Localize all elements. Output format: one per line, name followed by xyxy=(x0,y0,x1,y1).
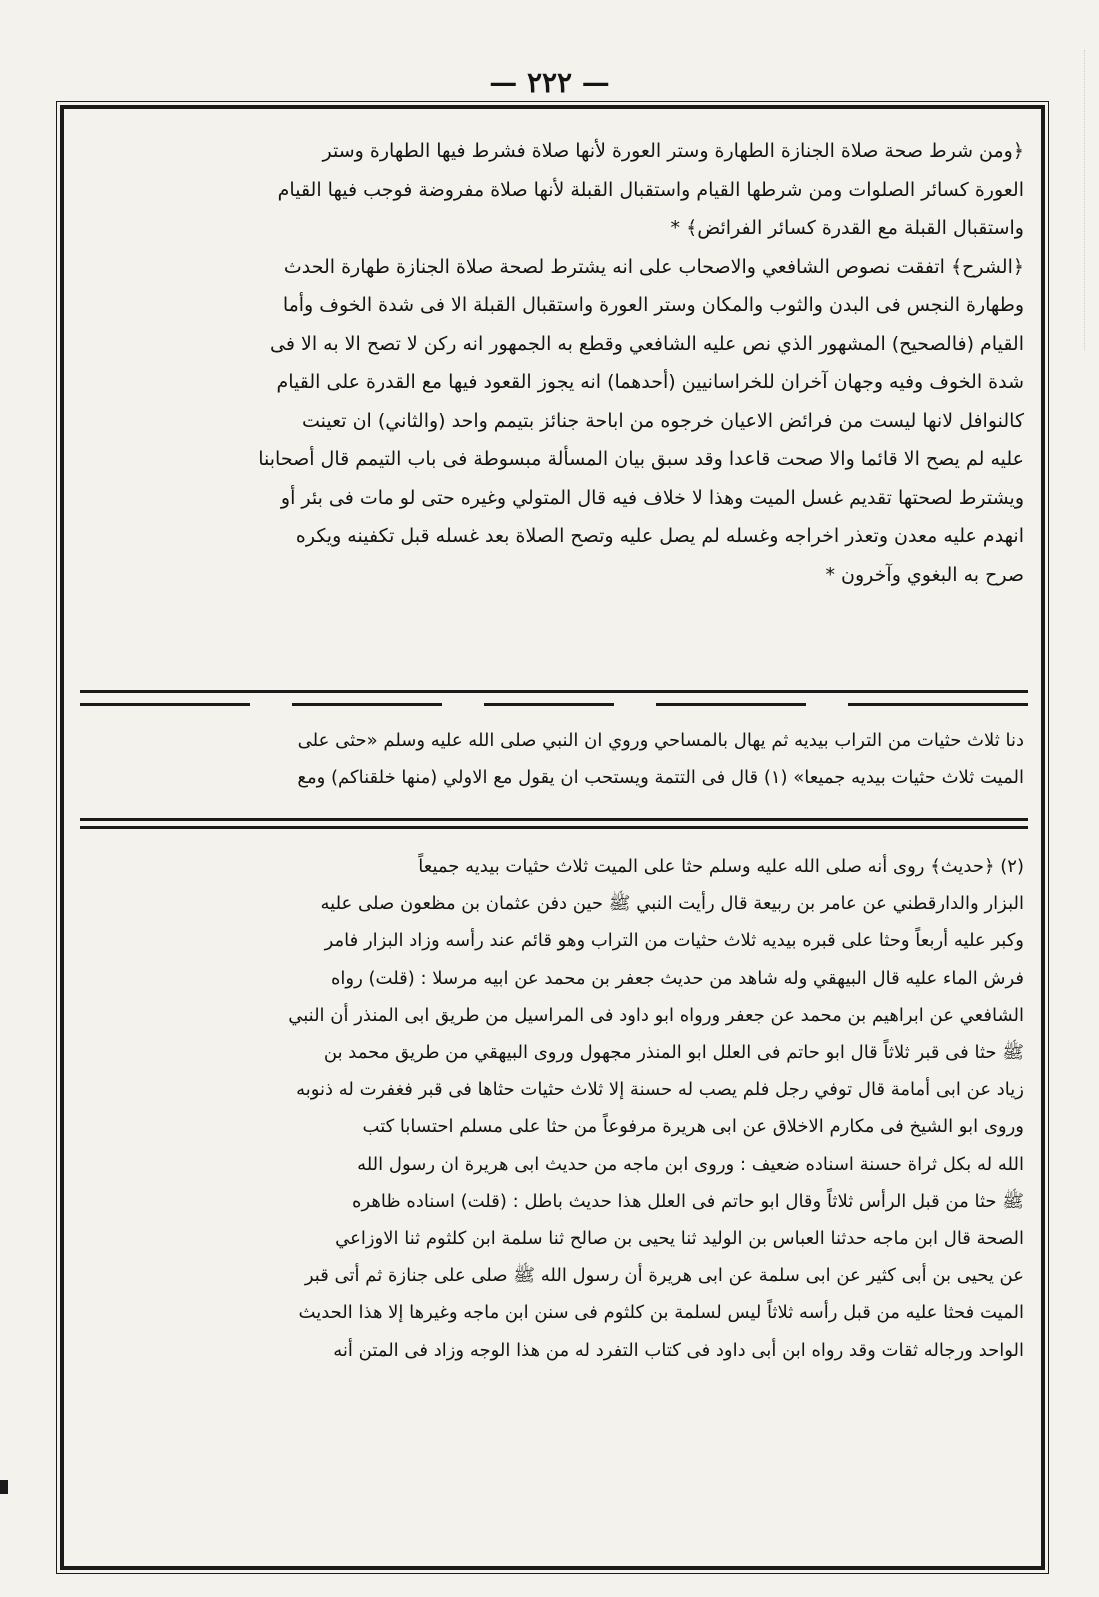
main-line: كالنوافل لانها ليست من فرائض الاعيان خرجوه من اباحة جنائز بتيمم واحد (والثاني) ان تعينت xyxy=(301,409,1024,432)
main-line: انهدم عليه معدن وتعذر اخراجه وغسله لم يصل عليه وتصح الصلاة بعد غسله قبل تكفينه ويكره xyxy=(295,525,1024,547)
main-line: العورة كسائر الصلوات ومن شرطها القيام واستقبال القبلة لأنها صلاة مفروضة فوجب فيها القيام xyxy=(277,178,1024,201)
commentary-continuation xyxy=(84,722,1024,796)
page-number: — ٢٢٢ — xyxy=(489,66,610,99)
main-line: صرح به البغوي وآخرون * xyxy=(825,563,1024,586)
hadith-footnote xyxy=(84,848,1024,1369)
footnote-line: الله له بكل ثراة حسنة اسناده ضعيف : وروى ابن ماجه من حديث ابى هريرة ان رسول الله xyxy=(357,1153,1024,1175)
commentary-line: دنا ثلاث حثيات من التراب بيديه ثم يهال بالمساحي وروي ان النبي صلى الله عليه وسلم «حثى على xyxy=(297,730,1024,751)
footnote-line: وروى ابو الشيخ فى مكارم الاخلاق عن ابى هريرة مرفوعاً من حثا على مسلم احتسابا كتب xyxy=(362,1116,1024,1138)
footnote-line: (٢) ﴿حديث﴾ روى أنه صلى الله عليه وسلم حثا على الميت ثلاث حثيات بيديه جميعاً xyxy=(418,856,1024,877)
footnote-line: عن يحيى بن أبى كثير عن ابى سلمة عن ابى هريرة أن رسول الله ﷺ صلى على جنازة ثم أتى قبر xyxy=(304,1265,1024,1287)
section-divider xyxy=(80,818,1028,821)
section-divider-dashed xyxy=(80,703,1028,706)
footnote-line: فرش الماء عليه قال البيهقي وله شاهد من حديث جعفر بن محمد عن ابيه مرسلا : (قلت) رواه xyxy=(330,967,1024,989)
margin-tick xyxy=(0,1480,8,1494)
footnote-line: زياد عن ابى أمامة قال توفي رجل فلم يصب له حسنة إلا ثلاث حثيات حثاها فى قبر فغفرت له ذنوبه xyxy=(296,1079,1024,1101)
section-divider xyxy=(80,826,1028,829)
main-line: شدة الخوف وفيه وجهان آخران للخراسانيين (أحدهما) انه يجوز القعود فيها مع القدرة على القيام xyxy=(276,371,1024,393)
main-line: وطهارة النجس فى البدن والثوب والمكان وستر العورة واستقبال القبلة الا فى شدة الخوف وأما xyxy=(282,294,1024,316)
main-line: واستقبال القبلة مع القدرة كسائر الفرائض﴾ * xyxy=(670,217,1024,239)
margin-mark xyxy=(1044,50,1085,350)
main-line: عليه لم يصح الا قائما والا صحت قاعدا وقد سبق بيان المسألة مبسوطة فى باب التيمم قال أصحابنا xyxy=(258,448,1024,470)
main-line: القيام (فالصحيح) المشهور الذي نص عليه الشافعي وقطع به الجمهور انه ركن لا تصح الا به الا فى xyxy=(270,332,1024,355)
section-divider xyxy=(80,690,1028,693)
footnote-line: الشافعي عن ابراهيم بن محمد عن جعفر ورواه ابو داود فى المراسيل من طريق ابى المنذر أن النبي xyxy=(288,1004,1024,1026)
main-line: ويشترط لصحتها تقديم غسل الميت وهذا لا خلاف فيه قال المتولي وغيره حتى لو مات فى بئر أو xyxy=(280,486,1024,509)
footnote-line: الميت فحثا عليه من قبل رأسه ثلاثاً ليس لسلمة بن كلثوم فى سنن ابن ماجه وغيرها إلا هذا الحديث xyxy=(298,1302,1024,1324)
footnote-line: وكبر عليه أربعاً وحثا على قبره بيديه ثلاث حثيات من التراب وهو قائم عند رأسه وزاد البزار فامر xyxy=(324,930,1024,952)
main-text xyxy=(84,132,1024,594)
footnote-line: البزار والدارقطني عن عامر بن ربيعة قال رأيت النبي ﷺ حين دفن عثمان بن مظعون صلى عليه xyxy=(320,893,1024,915)
footnote-line: الواحد ورجاله ثقات وقد رواه ابن أبى داود فى كتاب التفرد له من هذا الوجه وزاد فى المتن أنه xyxy=(333,1339,1024,1361)
commentary-line: الميت ثلاث حثيات بيديه جميعا» (١) قال فى التتمة ويستحب ان يقول مع الاولي (منها خلقناكم) ومع xyxy=(297,767,1024,788)
main-line: ﴿الشرح﴾ اتفقت نصوص الشافعي والاصحاب على انه يشترط لصحة صلاة الجنازة طهارة الحدث xyxy=(283,255,1024,278)
footnote-line: الصحة قال ابن ماجه حدثنا العباس بن الوليد ثنا يحيى بن صالح ثنا سلمة ابن كلثوم ثنا الاوزاعي xyxy=(335,1228,1024,1250)
footnote-line: ﷺ حثا فى قبر ثلاثاً قال ابو حاتم فى العلل ابو المنذر مجهول وروى البيهقي من طريق محمد بن xyxy=(323,1042,1024,1064)
main-line: ﴿ومن شرط صحة صلاة الجنازة الطهارة وستر العورة لأنها صلاة فشرط فيها الطهارة وستر xyxy=(322,140,1024,162)
footnote-line: ﷺ حثا من قبل الرأس ثلاثاً وقال ابو حاتم فى العلل هذا حديث باطل : (قلت) اسناده ظاهره xyxy=(352,1190,1024,1212)
